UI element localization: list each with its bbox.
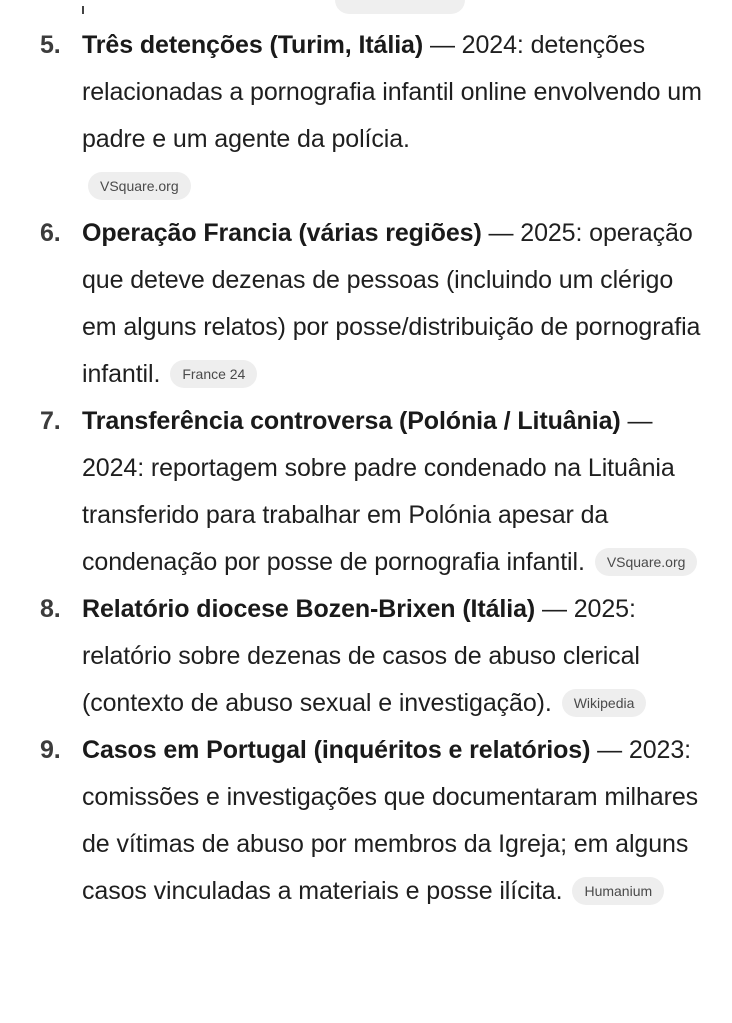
item-description: — 2025: operação que deteve dezenas de pessoas (incluindo um clérigo em alguns relatos) por posse/distribuição de pornografia infantil. xyxy=(82,219,701,388)
list-item xyxy=(0,398,732,586)
source-chip-vsquare[interactable]: VSquare.org xyxy=(595,548,698,576)
source-chip-wikipedia[interactable]: Wikipedia xyxy=(562,689,647,717)
item-description: — 2025: relatório sobre dezenas de casos de abuso clerical (contexto de abuso sexual e investigação). xyxy=(82,595,640,717)
item-number: 8. xyxy=(40,595,61,623)
numbered-results-list xyxy=(0,22,732,915)
source-chip-humanium[interactable]: Humanium xyxy=(572,877,664,905)
source-chip-france24[interactable]: France 24 xyxy=(170,360,257,388)
item-description: — 2024: reportagem sobre padre condenado na Lituânia transferido para trabalhar em Polónia apesar da condenação por posse de pornografia infantil. xyxy=(82,407,675,576)
item-description: — 2024: detenções relacionadas a pornografia infantil online envolvendo um padre e um agente da polícia. xyxy=(82,31,702,153)
item-title: Três detenções (Turim, Itália) xyxy=(82,31,424,59)
list-item xyxy=(0,210,732,398)
clipped-source-chip[interactable] xyxy=(335,0,465,14)
item-title: Casos em Portugal (inquéritos e relatórios) xyxy=(82,736,591,764)
item-title: Transferência controversa (Polónia / Lituânia) xyxy=(82,407,621,435)
list-item xyxy=(0,22,732,210)
item-number: 9. xyxy=(40,736,61,764)
list-item xyxy=(0,586,732,727)
item-title: Operação Francia (várias regiões) xyxy=(82,219,482,247)
item-title: Relatório diocese Bozen-Brixen (Itália) xyxy=(82,595,536,623)
item-number: 7. xyxy=(40,407,61,435)
previous-item-clipped xyxy=(0,0,732,18)
item-number: 6. xyxy=(40,219,61,247)
item-description: — 2023: comissões e investigações que documentaram milhares de vítimas de abuso por membros da Igreja; em alguns casos vinculadas a materiais e posse ilícita. xyxy=(82,736,699,905)
list-item xyxy=(0,727,732,915)
source-chip-vsquare[interactable]: VSquare.org xyxy=(88,172,191,200)
clipped-text-fragment xyxy=(82,6,84,14)
item-number: 5. xyxy=(40,31,61,59)
